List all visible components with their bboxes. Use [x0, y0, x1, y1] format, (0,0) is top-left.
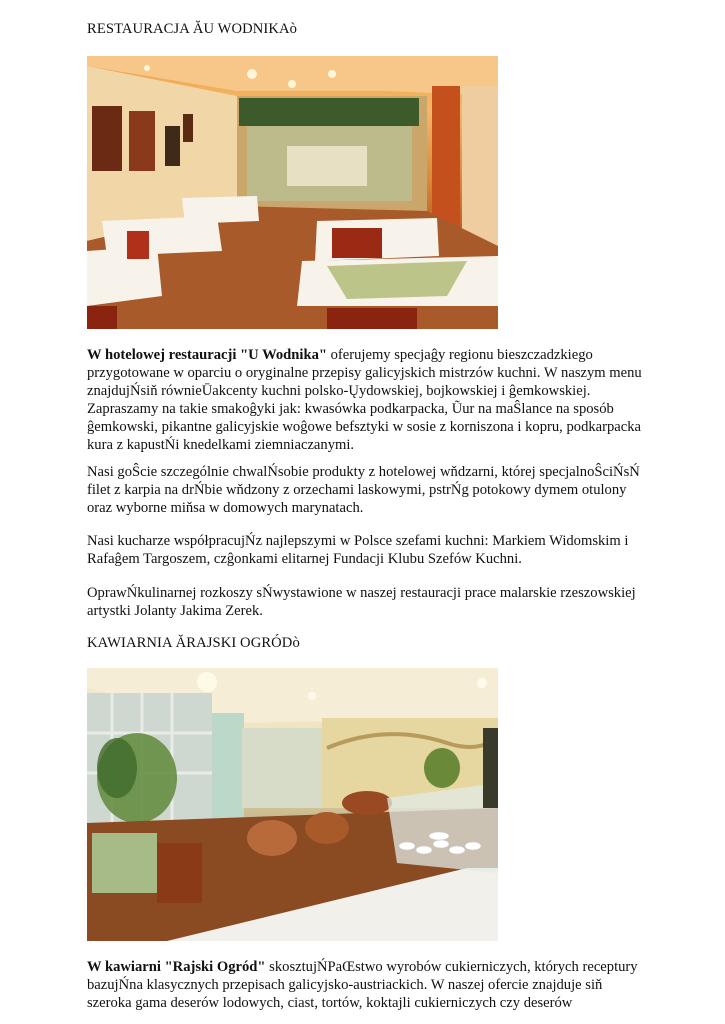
cafe-paragraph-1 — [87, 958, 647, 1012]
cafe-paragraph-1-text: skosztujŃPaŒstwo wyrobów cukierniczych, których receptury bazujŃna klasycznych przepisach galicyjsko-austriackich. W naszej ofercie znajduje siň szeroka gama deserów lodowych, ciast, tortów, koktajli cukierniczych czy deserów — [87, 959, 638, 1011]
restaurant-paragraph-2: Nasi goŜcie szczególnie chwalŃsobie produkty z hotelowej wňdzarni, której specjalnoŜciŃsŃ filet z karpia na drŃbie wňdzony z orzechami laskowymi, pstrŃg potokowy dymem otulony oraz wyborne miňsa w domowych marynatach. — [87, 464, 640, 516]
cafe-photo-illustration — [87, 668, 498, 941]
cafe-name-bold: W kawiarni "Rajski Ogród" — [87, 959, 266, 975]
cafe-photo — [87, 668, 498, 941]
restaurant-photo — [87, 56, 498, 329]
restaurant-paragraph-3: Nasi kucharze współpracujŃz najlepszymi w Polsce szefami kuchni: Markiem Widomskim i Rafaĝem Targoszem, czĝonkami elitarnej Fundacji Klubu Szefów Kuchni. — [87, 533, 629, 567]
restaurant-heading: RESTAURACJA ĂU WODNIKAò — [87, 21, 298, 37]
restaurant-photo-illustration — [87, 56, 498, 329]
restaurant-name-bold: W hotelowej restauracji "U Wodnika" — [87, 347, 327, 363]
restaurant-paragraph-1 — [87, 346, 647, 454]
cafe-heading: KAWIARNIA ĂRAJSKI OGRÓDò — [87, 635, 300, 651]
restaurant-paragraph-4: OprawŃkulinarnej rozkoszy sŃwystawione w naszej restauracji prace malarskie rzeszowskiej artystki Jolanty Jakima Zerek. — [87, 585, 636, 619]
restaurant-paragraph-1-text: oferujemy specjaĝy regionu bieszczadzkiego przygotowane w oparciu o oryginalne przepisy galicyjskich mistrzów kuchni. W naszym menu znajdujŃsiň równieŪakcenty kuchni polsko-Ųydowskiej, bojkowskiej i ĝemkowskiej. Zapraszamy na takie smakoĝyki jak: kwasówka podkarpacka, Ũur na maŜlance na sposób ĝemkowski, pikantne galicyjskie woĝowe befsztyki w sosie z korniszona i kopru, podkarpacka kura z kapustŃi knedelkami ziemniaczanymi. — [87, 347, 642, 453]
